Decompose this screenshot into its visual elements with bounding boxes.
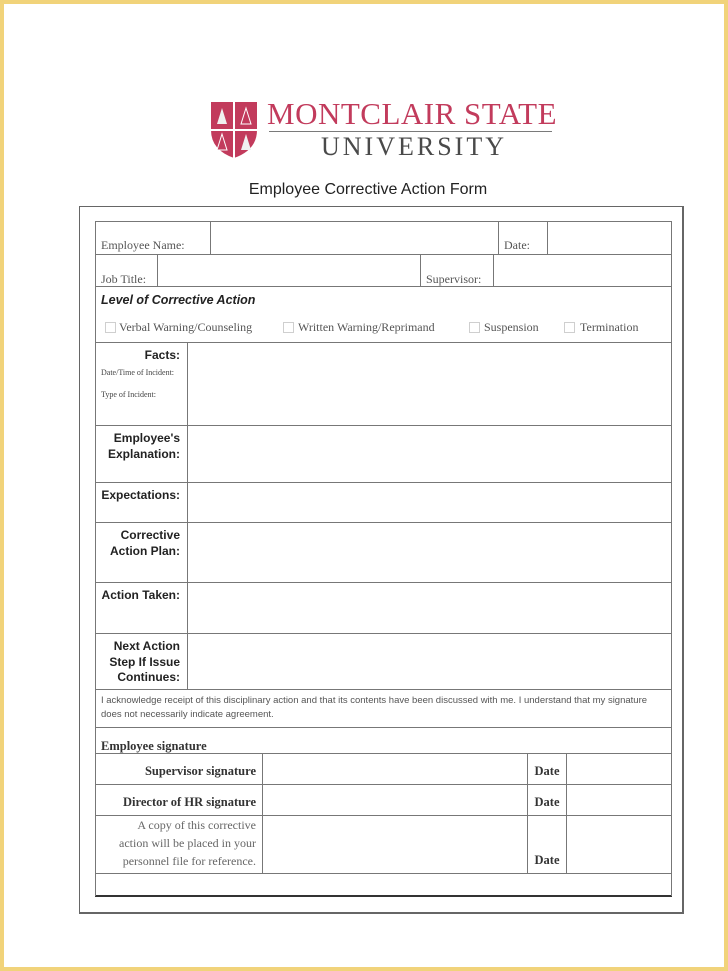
expectations-label: Expectations: — [101, 488, 180, 502]
grid-line — [95, 582, 672, 583]
copy-signature-field[interactable] — [264, 817, 526, 872]
grid-line — [95, 221, 672, 222]
copy-date-label: Date — [534, 853, 560, 867]
grid-line — [95, 254, 672, 255]
job-title-label: Job Title: — [101, 272, 147, 286]
next-action-field[interactable] — [189, 635, 670, 688]
written-warning-checkbox[interactable] — [283, 322, 294, 333]
grid-line — [95, 727, 672, 728]
grid-line — [95, 425, 672, 426]
university-logo — [209, 98, 559, 164]
shield-logo-icon — [209, 100, 259, 160]
next-action-label-line1: Next Action — [113, 639, 180, 653]
employee-name-label: Employee Name: — [101, 238, 185, 252]
action-plan-label-line2: Action Plan: — [109, 544, 180, 558]
action-taken-field[interactable] — [189, 584, 670, 632]
grid-line — [498, 221, 499, 254]
logo-subtitle: UNIVERSITY — [321, 132, 507, 161]
grid-line — [95, 522, 672, 523]
grid-line — [671, 221, 672, 896]
action-plan-field[interactable] — [189, 524, 670, 581]
copy-date-field[interactable] — [568, 817, 670, 872]
next-action-label-line3: Continues: — [117, 670, 180, 684]
termination-label: Termination — [580, 320, 639, 334]
verbal-warning-label: Verbal Warning/Counseling — [119, 320, 253, 334]
next-action-label-line2: Step If Issue — [109, 655, 180, 669]
grid-line — [566, 753, 567, 873]
date-field[interactable] — [549, 223, 670, 253]
facts-field[interactable] — [189, 344, 670, 424]
grid-line — [95, 895, 672, 897]
grid-line — [210, 221, 211, 254]
director-signature-label: Director of HR signature — [123, 795, 256, 809]
facts-label: Facts: — [144, 348, 180, 362]
acknowledgement-text: I acknowledge receipt of this disciplinary action and that its contents have been discussed with me. I understand that my signature does not necessarily indicate agreement. — [101, 695, 648, 720]
employee-name-field[interactable] — [212, 223, 497, 253]
form-title: Employee Corrective Action Form — [248, 181, 488, 198]
grid-line — [95, 873, 672, 874]
copy-note-line3: personnel file for reference. — [122, 854, 256, 868]
verbal-warning-checkbox[interactable] — [105, 322, 116, 333]
supervisor-signature-label: Supervisor signature — [144, 764, 256, 778]
suspension-checkbox[interactable] — [469, 322, 480, 333]
supervisor-date-label: Date — [534, 764, 560, 778]
supervisor-label: Supervisor: — [426, 272, 482, 286]
director-date-field[interactable] — [568, 786, 670, 814]
grid-line — [95, 633, 672, 634]
grid-line — [95, 342, 672, 343]
level-heading: Level of Corrective Action — [101, 293, 256, 307]
grid-line — [187, 342, 188, 689]
copy-note-line2: action will be placed in your — [119, 836, 256, 850]
job-title-field[interactable] — [159, 256, 419, 285]
grid-line — [493, 254, 494, 286]
employee-signature-label: Employee signature — [101, 739, 207, 753]
supervisor-field[interactable] — [495, 256, 670, 285]
grid-line — [547, 221, 548, 254]
employee-signature-field[interactable] — [234, 729, 670, 752]
action-plan-label-line1: Corrective — [120, 528, 180, 542]
logo-name: MONTCLAIR STATE — [267, 96, 558, 131]
supervisor-signature-field[interactable] — [264, 755, 526, 783]
termination-checkbox[interactable] — [564, 322, 575, 333]
grid-line — [157, 254, 158, 286]
grid-line — [262, 753, 263, 873]
type-incident-label: Type of Incident: — [101, 390, 156, 399]
copy-note-line1: A copy of this corrective — [137, 818, 256, 832]
grid-line — [95, 286, 672, 287]
grid-line — [420, 254, 421, 286]
expectations-field[interactable] — [189, 484, 670, 521]
supervisor-date-field[interactable] — [568, 755, 670, 783]
director-date-label: Date — [534, 795, 560, 809]
explanation-label-line1: Employee's — [113, 431, 180, 445]
director-signature-field[interactable] — [264, 786, 526, 814]
explanation-label-line2: Explanation: — [107, 447, 180, 461]
explanation-field[interactable] — [189, 427, 670, 481]
grid-line — [95, 784, 672, 785]
written-warning-label: Written Warning/Reprimand — [298, 320, 435, 334]
grid-line — [95, 482, 672, 483]
date-time-incident-label: Date/Time of Incident: — [101, 368, 175, 377]
action-taken-label: Action Taken: — [101, 588, 180, 602]
grid-line — [95, 689, 672, 690]
grid-line — [95, 815, 672, 816]
date-label: Date: — [504, 238, 530, 252]
suspension-label: Suspension — [484, 320, 539, 334]
